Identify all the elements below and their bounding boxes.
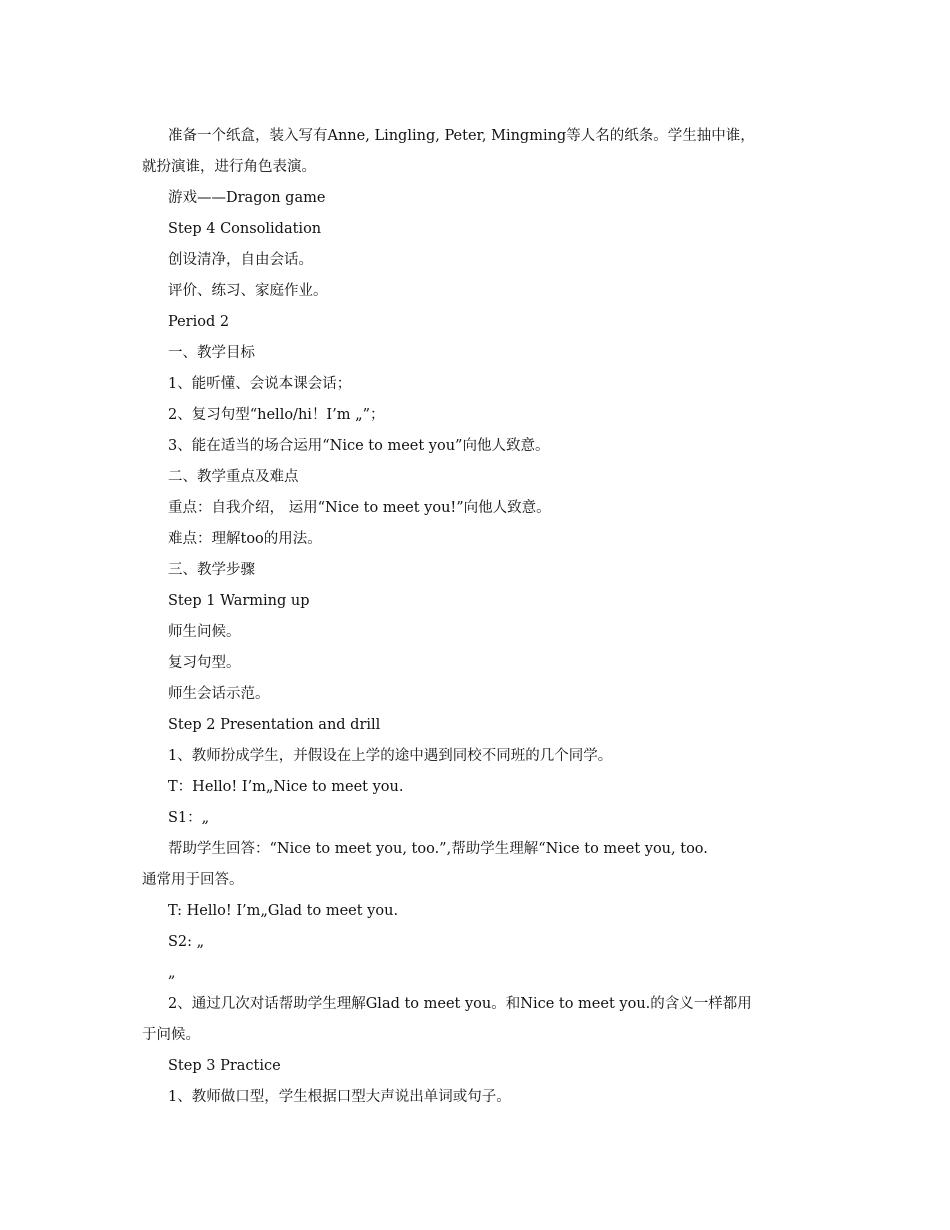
step-heading: Step 2 Presentation and drill [168, 717, 381, 733]
list-item: 1、教师扮成学生，并假设在上学的途中遇到同校不同班的几个同学。 [168, 748, 613, 764]
paragraph-line: 师生会话示范。 [168, 686, 270, 702]
paragraph-line: 师生问候。 [168, 624, 241, 640]
paragraph-line: 帮助学生回答：“Nice to meet you, too.”,帮助学生理解“Nice to meet you, too. [168, 841, 708, 857]
paragraph-line: 难点：理解too的用法。 [168, 531, 322, 547]
dialogue-line: S2: „ [168, 934, 205, 950]
list-item: 3、能在适当的场合运用“Nice to meet you”向他人致意。 [168, 438, 550, 454]
dialogue-line: T: Hello! I’m„Glad to meet you. [168, 903, 399, 919]
list-item: 1、教师做口型，学生根据口型大声说出单词或句子。 [168, 1089, 511, 1105]
section-heading: 一、教学目标 [168, 345, 255, 361]
paragraph-line: 于问候。 [142, 1027, 200, 1043]
section-heading: 二、教学重点及难点 [168, 469, 299, 485]
section-heading: 三、教学步骤 [168, 562, 255, 578]
dialogue-line: T：Hello! I’m„Nice to meet you. [168, 779, 404, 795]
paragraph-line: 创设清净，自由会话。 [168, 252, 313, 268]
step-heading: Step 1 Warming up [168, 593, 310, 609]
dialogue-line: „ [168, 965, 176, 981]
paragraph-line: 就扮演谁，进行角色表演。 [142, 159, 316, 175]
paragraph-line: 准备一个纸盒，装入写有Anne, Lingling, Peter, Mingming等人名的纸条。学生抽中谁， [168, 128, 755, 144]
paragraph-line: 重点：自我介绍， 运用“Nice to meet you!”向他人致意。 [168, 500, 551, 516]
paragraph-line: 复习句型。 [168, 655, 241, 671]
list-item: 1、能听懂、会说本课会话； [168, 376, 352, 392]
list-item: 2、通过几次对话帮助学生理解Glad to meet you。和Nice to meet you.的含义一样都用 [168, 996, 752, 1012]
dialogue-line: S1：„ [168, 810, 210, 826]
period-heading: Period 2 [168, 314, 230, 330]
step-heading: Step 3 Practice [168, 1058, 281, 1074]
paragraph-line: 评价、练习、家庭作业。 [168, 283, 328, 299]
paragraph-line: 游戏——Dragon game [168, 190, 326, 206]
step-heading: Step 4 Consolidation [168, 221, 322, 237]
list-item: 2、复习句型“hello/hi！I’m „”； [168, 407, 385, 423]
paragraph-line: 通常用于回答。 [142, 872, 244, 888]
